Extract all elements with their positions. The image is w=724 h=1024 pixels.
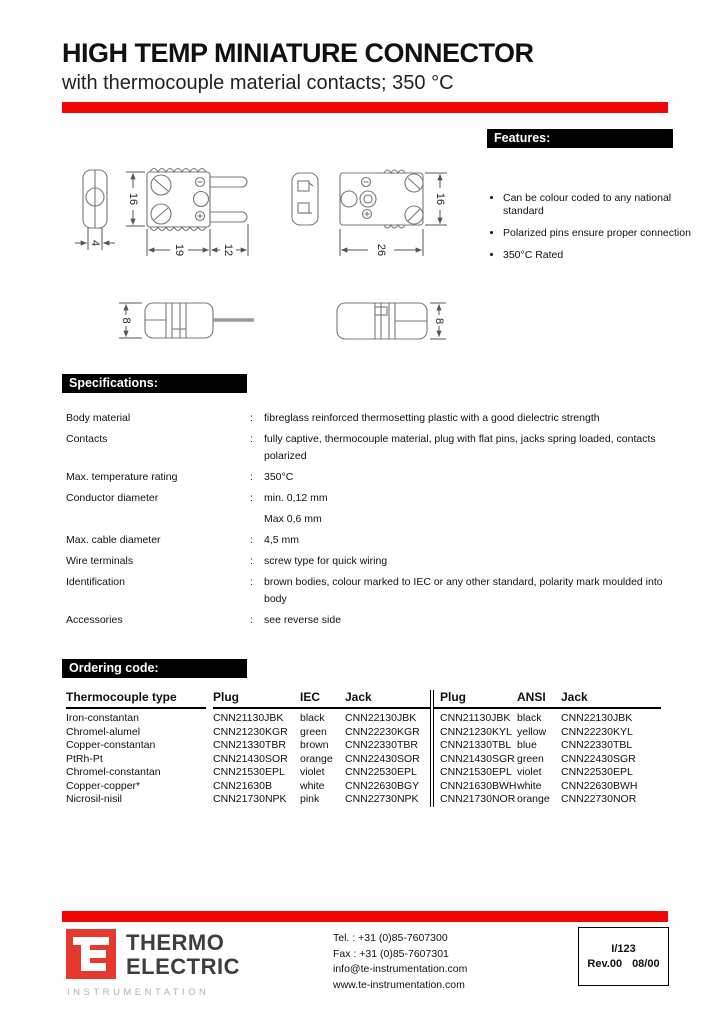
- spec-row: [66, 532, 666, 549]
- spec-separator: :: [250, 555, 253, 567]
- ordering-row: [66, 753, 661, 767]
- spec-label: Max. temperature rating: [66, 471, 178, 483]
- spec-value: [264, 553, 666, 570]
- spec-value: [264, 410, 666, 427]
- feature-item: • Polarized pins ensure proper connection: [503, 227, 695, 240]
- feature-item: • Can be colour coded to any national standard: [503, 192, 695, 218]
- ordering-cell: white: [300, 779, 325, 792]
- document-date: 08/00: [632, 958, 660, 970]
- ordering-cell: CNN21430SOR: [213, 752, 288, 765]
- spec-row: [66, 574, 666, 608]
- ordering-cell: orange: [517, 793, 550, 805]
- spec-separator: :: [250, 576, 253, 588]
- page-title: HIGH TEMP MINIATURE CONNECTOR: [62, 38, 534, 68]
- ordering-cell: CNN22230KYL: [561, 725, 633, 738]
- logo-text-instrumentation: INSTRUMENTATION: [67, 987, 210, 998]
- spec-separator: :: [250, 471, 253, 483]
- spec-value: [264, 574, 666, 608]
- features-section-header: Features:: [487, 129, 673, 148]
- ordering-cell: black: [300, 712, 325, 724]
- ordering-cell: violet: [300, 766, 325, 778]
- ordering-table: [66, 690, 661, 807]
- ordering-cell: Chromel-alumel: [66, 725, 141, 738]
- spec-value-line: fibreglass reinforced thermosetting plastic with a good dielectric strength: [264, 412, 600, 424]
- spec-value: [264, 469, 666, 486]
- spec-separator: :: [250, 433, 253, 445]
- column-header-iec-plug: Plug: [213, 690, 300, 708]
- dim-plug-pin-length-label: 12: [222, 243, 235, 257]
- dim-plug-body-length-label: 19: [173, 243, 186, 257]
- spec-label: Body material: [66, 412, 131, 424]
- dim-jack-length-label: 26: [375, 243, 388, 257]
- column-header-thermocouple-type: Thermocouple type: [66, 690, 206, 708]
- ordering-cell: CNN22230KGR: [345, 725, 420, 738]
- dim-plug-side-height-label: 8: [120, 317, 133, 324]
- plug-front-view-drawing: [83, 170, 107, 228]
- spec-label: Identification: [66, 576, 125, 588]
- ordering-cell: Copper-copper*: [66, 779, 141, 792]
- ordering-row: [66, 739, 661, 753]
- spec-value-line: fully captive, thermocouple material, plug with flat pins, jacks spring loaded, contacts polarized: [264, 433, 656, 462]
- ordering-section-header: Ordering code:: [62, 659, 247, 678]
- ordering-cell: CNN22130JBK: [345, 712, 417, 724]
- feature-item: • 350°C Rated: [503, 249, 695, 262]
- spec-value-line: see reverse side: [264, 614, 342, 626]
- ordering-cell: Nicrosil-nisil: [66, 793, 123, 805]
- ordering-cell: CNN22630BGY: [345, 779, 420, 792]
- spec-value: [264, 612, 666, 629]
- spec-row: [66, 553, 666, 570]
- column-header-iec-jack: Jack: [345, 690, 432, 708]
- spec-value-line: min. 0,12 mm: [264, 492, 328, 504]
- te-monogram-icon: [66, 929, 116, 979]
- ordering-cell: CNN22130JBK: [561, 712, 633, 724]
- column-header-ansi-plug: Plug: [432, 690, 517, 708]
- dim-jack-height-label: 16: [434, 192, 447, 206]
- plug-side-view-drawing: [145, 303, 254, 338]
- ordering-cell: blue: [517, 739, 537, 751]
- spec-value-line: screw type for quick wiring: [264, 555, 388, 567]
- plug-top-view-drawing: [147, 169, 247, 231]
- contact-line: info@te-instrumentation.com: [333, 963, 468, 975]
- thermo-electric-logo: [66, 929, 286, 1007]
- specifications-section-header: Specifications:: [62, 374, 247, 393]
- ordering-row: [66, 766, 661, 780]
- spec-row: [66, 490, 666, 528]
- ordering-cell: brown: [300, 739, 329, 751]
- spec-label: Accessories: [66, 614, 123, 626]
- ordering-cell: green: [517, 752, 544, 765]
- ordering-cell: CNN21730NOR: [432, 793, 517, 807]
- spec-value-line: brown bodies, colour marked to IEC or any other standard, polarity mark moulded into body: [264, 576, 663, 605]
- ordering-spacer-cell: [206, 780, 213, 794]
- ordering-spacer-cell: [206, 726, 213, 740]
- ordering-cell: orange: [300, 752, 333, 765]
- ordering-cell: white: [517, 779, 542, 792]
- ordering-cell: pink: [300, 793, 320, 805]
- spec-value: [264, 431, 666, 465]
- ordering-cell: CNN22730NPK: [345, 793, 419, 805]
- jack-top-view-drawing: [340, 170, 423, 228]
- spec-value-line: 350°C: [264, 471, 294, 483]
- spec-rows: [66, 410, 666, 633]
- column-header-ansi-jack: Jack: [561, 690, 661, 708]
- spec-row: [66, 431, 666, 465]
- spec-value: [264, 490, 666, 528]
- dim-plug-height-label: 16: [127, 192, 140, 206]
- ordering-cell: PtRh-Pt: [66, 752, 103, 765]
- document-number-box: [578, 927, 669, 986]
- ordering-cell: CNN22530EPL: [561, 766, 633, 778]
- top-red-divider: [62, 102, 668, 113]
- ordering-cell: CNN21130JBK: [432, 708, 517, 726]
- spec-label: Wire terminals: [66, 555, 134, 567]
- ordering-cell: CNN22430SOR: [345, 752, 420, 765]
- document-code: I/123: [611, 943, 636, 955]
- ordering-cell: Iron-constantan: [66, 712, 139, 724]
- document-revision: Rev.00: [587, 958, 623, 970]
- page-subtitle: with thermocouple material contacts; 350 °C: [62, 72, 454, 94]
- spec-label: Contacts: [66, 433, 108, 445]
- ordering-cell: CNN21530EPL: [432, 766, 517, 780]
- logo-text-electric: ELECTRIC: [126, 954, 240, 979]
- ordering-spacer-cell: [206, 766, 213, 780]
- ordering-cell: CNN21330TBL: [432, 739, 517, 753]
- contact-block: [333, 931, 467, 993]
- spec-row: [66, 612, 666, 629]
- dim-plug-front-width-label: 4: [89, 239, 102, 247]
- ordering-cell: CNN21530EPL: [213, 766, 285, 778]
- ordering-row: [66, 793, 661, 807]
- ordering-cell: CNN22430SGR: [561, 752, 636, 765]
- spec-row: [66, 410, 666, 427]
- spec-label: Max. cable diameter: [66, 534, 161, 546]
- spec-separator: :: [250, 534, 253, 546]
- bottom-red-divider: [62, 911, 668, 922]
- contact-line: Fax : +31 (0)85-7607301: [333, 947, 449, 960]
- ordering-cell: Copper-constantan: [66, 739, 156, 751]
- ordering-cell: CNN21130JBK: [213, 712, 284, 724]
- ordering-cell: violet: [517, 766, 542, 778]
- spec-value-line: 4,5 mm: [264, 534, 300, 546]
- ordering-cell: CNN22630BWH: [561, 779, 638, 792]
- ordering-cell: CNN21430SGR: [432, 753, 517, 767]
- ordering-cell: CNN22730NOR: [561, 793, 637, 805]
- features-list: [489, 192, 695, 271]
- dim-jack-side-height-label: 8: [433, 317, 446, 325]
- ordering-rows: [66, 708, 661, 807]
- ordering-cell: CNN22330TBL: [561, 739, 633, 751]
- ordering-cell: black: [517, 712, 542, 724]
- logo-text-thermo: THERMO: [126, 930, 225, 955]
- ordering-cell: green: [300, 725, 327, 738]
- column-header-iec: IEC: [300, 690, 345, 708]
- ordering-spacer-cell: [206, 753, 213, 767]
- column-header-ansi: ANSI: [517, 690, 561, 708]
- ordering-row: [66, 726, 661, 740]
- ordering-row: [66, 780, 661, 794]
- spec-separator: :: [250, 412, 253, 424]
- ordering-cell: yellow: [517, 725, 547, 738]
- contact-line: Tel. : +31 (0)85-7607300: [333, 932, 448, 944]
- ordering-cell: CNN22530EPL: [345, 766, 417, 778]
- spec-value: [264, 532, 666, 549]
- spec-separator: :: [250, 492, 253, 504]
- spec-value-line: Max 0,6 mm: [264, 513, 322, 525]
- ordering-spacer-cell: [206, 793, 213, 807]
- ordering-spacer-cell: [206, 739, 213, 753]
- ordering-header-row: [66, 690, 661, 708]
- spec-row: [66, 469, 666, 486]
- spec-label: Conductor diameter: [66, 492, 159, 504]
- ordering-cell: CNN21230KYL: [432, 726, 517, 740]
- ordering-cell: CNN21630BWH: [432, 780, 517, 794]
- ordering-row: [66, 708, 661, 726]
- column-header-spacer: [206, 690, 213, 708]
- jack-side-view-drawing: [337, 303, 427, 339]
- ordering-spacer-cell: [206, 708, 213, 726]
- jack-front-view-drawing: [292, 173, 318, 225]
- ordering-cell: CNN21730NPK: [213, 793, 287, 805]
- ordering-cell: CNN22330TBR: [345, 739, 418, 751]
- ordering-cell: CNN21630B: [213, 779, 272, 792]
- ordering-cell: Chromel-constantan: [66, 766, 161, 778]
- contact-line: www.te-instrumentation.com: [333, 978, 465, 991]
- ordering-cell: CNN21230KGR: [213, 725, 288, 738]
- spec-separator: :: [250, 614, 253, 626]
- ordering-cell: CNN21330TBR: [213, 739, 286, 751]
- technical-drawings: [62, 150, 492, 385]
